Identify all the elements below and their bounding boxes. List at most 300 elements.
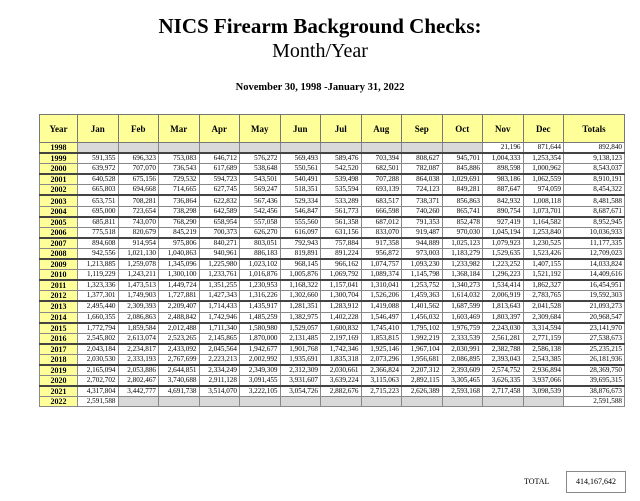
month-cell: 2,030,661 bbox=[321, 365, 362, 376]
month-cell: 1,302,660 bbox=[280, 291, 321, 302]
year-cell: 2017 bbox=[40, 344, 78, 355]
column-header: Totals bbox=[564, 115, 625, 143]
month-cell: 2,545,802 bbox=[78, 333, 119, 344]
month-cell: 724,123 bbox=[402, 185, 443, 196]
month-cell: 543,501 bbox=[240, 174, 281, 185]
year-cell: 1999 bbox=[40, 153, 78, 164]
month-cell: 927,419 bbox=[483, 217, 524, 228]
month-cell: 1,310,041 bbox=[361, 280, 402, 291]
month-cell: 539,498 bbox=[321, 174, 362, 185]
month-cell: 714,665 bbox=[159, 185, 200, 196]
month-cell: 1,089,374 bbox=[361, 270, 402, 281]
month-cell bbox=[159, 397, 200, 407]
column-header: Nov bbox=[483, 115, 524, 143]
month-cell: 740,260 bbox=[402, 206, 443, 217]
total-cell: 892,840 bbox=[564, 143, 625, 154]
background-checks-table bbox=[39, 114, 625, 407]
month-cell: 2,243,030 bbox=[483, 323, 524, 334]
total-cell: 26,181,936 bbox=[564, 354, 625, 365]
month-cell: 849,281 bbox=[442, 185, 483, 196]
table-row bbox=[40, 174, 625, 185]
month-cell: 1,016,876 bbox=[240, 270, 281, 281]
month-cell: 2,892,115 bbox=[402, 376, 443, 387]
month-cell: 891,224 bbox=[321, 248, 362, 259]
month-cell: 845,219 bbox=[159, 227, 200, 238]
month-cell: 842,932 bbox=[483, 195, 524, 206]
month-cell: 1,040,863 bbox=[159, 248, 200, 259]
table-row bbox=[40, 143, 625, 154]
total-value: 414,167,642 bbox=[566, 471, 626, 493]
month-cell: 4,691,738 bbox=[159, 386, 200, 397]
month-cell: 1,402,228 bbox=[321, 312, 362, 323]
month-cell: 2,586,138 bbox=[523, 344, 564, 355]
month-cell: 1,225,980 bbox=[199, 259, 240, 270]
month-cell: 820,679 bbox=[118, 227, 159, 238]
month-cell: 729,532 bbox=[159, 174, 200, 185]
month-cell bbox=[240, 143, 281, 154]
month-cell bbox=[199, 143, 240, 154]
total-cell: 8,687,671 bbox=[564, 206, 625, 217]
month-cell: 743,070 bbox=[118, 217, 159, 228]
table-row bbox=[40, 376, 625, 387]
table-row bbox=[40, 354, 625, 365]
month-cell: 2,223,213 bbox=[199, 354, 240, 365]
month-cell: 1,600,832 bbox=[321, 323, 362, 334]
month-cell: 1,157,041 bbox=[321, 280, 362, 291]
month-cell: 1,073,701 bbox=[523, 206, 564, 217]
month-cell: 617,689 bbox=[199, 164, 240, 175]
month-cell: 1,742,346 bbox=[321, 344, 362, 355]
month-cell: 696,323 bbox=[118, 153, 159, 164]
month-cell: 1,534,414 bbox=[483, 280, 524, 291]
month-cell: 1,529,057 bbox=[280, 323, 321, 334]
month-cell: 683,517 bbox=[361, 195, 402, 206]
month-cell: 2,574,752 bbox=[483, 365, 524, 376]
month-cell bbox=[361, 143, 402, 154]
month-cell: 833,070 bbox=[361, 227, 402, 238]
month-cell: 1,230,525 bbox=[523, 238, 564, 249]
month-cell: 845,886 bbox=[442, 164, 483, 175]
month-cell: 700,373 bbox=[199, 227, 240, 238]
month-cell: 3,514,070 bbox=[199, 386, 240, 397]
month-cell: 968,145 bbox=[280, 259, 321, 270]
month-cell: 942,556 bbox=[78, 248, 119, 259]
month-cell: 708,281 bbox=[118, 195, 159, 206]
month-cell: 2,012,488 bbox=[159, 323, 200, 334]
column-header: May bbox=[240, 115, 281, 143]
month-cell: 775,518 bbox=[78, 227, 119, 238]
month-cell bbox=[523, 397, 564, 407]
month-cell: 945,701 bbox=[442, 153, 483, 164]
month-cell: 975,806 bbox=[159, 238, 200, 249]
month-cell: 1,093,230 bbox=[402, 259, 443, 270]
month-cell: 2,613,074 bbox=[118, 333, 159, 344]
month-cell: 1,259,078 bbox=[118, 259, 159, 270]
month-cell: 675,156 bbox=[118, 174, 159, 185]
total-cell: 8,910,191 bbox=[564, 174, 625, 185]
month-cell bbox=[118, 143, 159, 154]
total-cell: 14,409,616 bbox=[564, 270, 625, 281]
year-cell: 2006 bbox=[40, 227, 78, 238]
month-cell: 1,069,792 bbox=[321, 270, 362, 281]
month-cell: 639,972 bbox=[78, 164, 119, 175]
table-row bbox=[40, 164, 625, 175]
month-cell: 2,145,865 bbox=[199, 333, 240, 344]
total-cell: 28,369,750 bbox=[564, 365, 625, 376]
month-cell: 538,648 bbox=[240, 164, 281, 175]
month-cell: 642,589 bbox=[199, 206, 240, 217]
month-cell: 2,207,312 bbox=[402, 365, 443, 376]
month-cell: 1,283,912 bbox=[321, 301, 362, 312]
table-row bbox=[40, 365, 625, 376]
month-cell: 2,086,863 bbox=[118, 312, 159, 323]
month-cell bbox=[240, 397, 281, 407]
month-cell: 687,012 bbox=[361, 217, 402, 228]
table-row bbox=[40, 333, 625, 344]
month-cell: 1,079,923 bbox=[483, 238, 524, 249]
month-cell: 1,870,000 bbox=[240, 333, 281, 344]
month-cell: 3,115,063 bbox=[361, 376, 402, 387]
month-cell: 646,712 bbox=[199, 153, 240, 164]
month-cell: 803,051 bbox=[240, 238, 281, 249]
total-cell: 8,481,588 bbox=[564, 195, 625, 206]
year-cell: 2020 bbox=[40, 376, 78, 387]
year-cell: 2003 bbox=[40, 195, 78, 206]
table-row bbox=[40, 195, 625, 206]
month-cell: 983,186 bbox=[483, 174, 524, 185]
month-cell: 1,711,340 bbox=[199, 323, 240, 334]
month-cell: 1,853,815 bbox=[361, 333, 402, 344]
month-cell: 3,931,607 bbox=[280, 376, 321, 387]
month-cell bbox=[321, 143, 362, 154]
month-cell: 1,449,724 bbox=[159, 280, 200, 291]
month-cell: 791,353 bbox=[402, 217, 443, 228]
month-cell: 707,070 bbox=[118, 164, 159, 175]
month-cell: 944,889 bbox=[402, 238, 443, 249]
month-cell: 1,456,032 bbox=[402, 312, 443, 323]
month-cell: 757,884 bbox=[321, 238, 362, 249]
month-cell: 1,168,322 bbox=[280, 280, 321, 291]
month-cell: 685,811 bbox=[78, 217, 119, 228]
month-cell: 2,333,539 bbox=[442, 333, 483, 344]
month-cell: 2,626,389 bbox=[402, 386, 443, 397]
month-cell: 2,767,699 bbox=[159, 354, 200, 365]
month-cell: 1,000,962 bbox=[523, 164, 564, 175]
year-cell: 2015 bbox=[40, 323, 78, 334]
month-cell: 555,560 bbox=[280, 217, 321, 228]
month-cell: 2,030,530 bbox=[78, 354, 119, 365]
month-cell: 707,288 bbox=[361, 174, 402, 185]
month-cell: 2,312,309 bbox=[280, 365, 321, 376]
month-cell: 3,442,777 bbox=[118, 386, 159, 397]
month-cell: 693,139 bbox=[361, 185, 402, 196]
month-cell: 2,349,309 bbox=[240, 365, 281, 376]
month-cell: 535,594 bbox=[321, 185, 362, 196]
month-cell: 2,591,588 bbox=[78, 397, 119, 407]
month-cell: 1,281,351 bbox=[280, 301, 321, 312]
month-cell: 1,296,223 bbox=[483, 270, 524, 281]
month-cell: 1,485,259 bbox=[240, 312, 281, 323]
month-cell: 1,727,881 bbox=[159, 291, 200, 302]
year-cell: 2019 bbox=[40, 365, 78, 376]
month-cell: 3,639,224 bbox=[321, 376, 362, 387]
month-cell: 2,045,564 bbox=[199, 344, 240, 355]
total-cell: 10,036,933 bbox=[564, 227, 625, 238]
total-cell: 16,454,951 bbox=[564, 280, 625, 291]
month-cell: 2,002,992 bbox=[240, 354, 281, 365]
month-cell: 819,891 bbox=[280, 248, 321, 259]
month-cell: 753,083 bbox=[159, 153, 200, 164]
column-header: Aug bbox=[361, 115, 402, 143]
month-cell: 1,813,643 bbox=[483, 301, 524, 312]
month-cell: 1,614,032 bbox=[442, 291, 483, 302]
month-cell: 856,863 bbox=[442, 195, 483, 206]
month-cell: 2,771,159 bbox=[523, 333, 564, 344]
month-cell bbox=[199, 397, 240, 407]
month-cell: 1,580,980 bbox=[240, 323, 281, 334]
month-cell: 529,334 bbox=[280, 195, 321, 206]
table-row bbox=[40, 386, 625, 397]
total-cell: 12,709,023 bbox=[564, 248, 625, 259]
month-cell: 1,045,194 bbox=[483, 227, 524, 238]
year-cell: 2009 bbox=[40, 259, 78, 270]
month-cell: 1,714,433 bbox=[199, 301, 240, 312]
month-cell bbox=[361, 397, 402, 407]
month-cell: 1,772,794 bbox=[78, 323, 119, 334]
table-row bbox=[40, 206, 625, 217]
month-cell: 1,862,327 bbox=[523, 280, 564, 291]
month-cell: 736,543 bbox=[159, 164, 200, 175]
table-row bbox=[40, 217, 625, 228]
month-cell: 723,654 bbox=[118, 206, 159, 217]
month-cell: 569,493 bbox=[280, 153, 321, 164]
month-cell: 1,742,946 bbox=[199, 312, 240, 323]
month-cell: 2,165,094 bbox=[78, 365, 119, 376]
month-cell: 738,298 bbox=[159, 206, 200, 217]
month-cell: 1,029,691 bbox=[442, 174, 483, 185]
month-cell: 616,097 bbox=[280, 227, 321, 238]
year-cell: 2004 bbox=[40, 206, 78, 217]
month-cell: 840,271 bbox=[199, 238, 240, 249]
month-cell bbox=[118, 397, 159, 407]
table-row bbox=[40, 301, 625, 312]
month-cell: 1,253,354 bbox=[523, 153, 564, 164]
month-cell: 1,382,975 bbox=[280, 312, 321, 323]
table-header-row bbox=[40, 115, 625, 143]
month-cell: 2,702,702 bbox=[78, 376, 119, 387]
month-cell: 703,394 bbox=[361, 153, 402, 164]
month-cell: 695,000 bbox=[78, 206, 119, 217]
month-cell: 2,936,894 bbox=[523, 365, 564, 376]
month-cell: 1,340,273 bbox=[442, 280, 483, 291]
month-cell: 550,561 bbox=[280, 164, 321, 175]
month-cell: 666,598 bbox=[361, 206, 402, 217]
month-cell: 3,937,066 bbox=[523, 376, 564, 387]
month-cell: 561,773 bbox=[321, 206, 362, 217]
month-cell: 1,377,301 bbox=[78, 291, 119, 302]
month-cell: 1,803,397 bbox=[483, 312, 524, 323]
column-header: Dec bbox=[523, 115, 564, 143]
month-cell: 1,345,096 bbox=[159, 259, 200, 270]
month-cell: 626,270 bbox=[240, 227, 281, 238]
month-cell: 518,351 bbox=[280, 185, 321, 196]
month-cell: 2,433,092 bbox=[159, 344, 200, 355]
table-row bbox=[40, 238, 625, 249]
month-cell: 1,529,635 bbox=[483, 248, 524, 259]
month-cell: 533,289 bbox=[321, 195, 362, 206]
month-cell: 2,209,407 bbox=[159, 301, 200, 312]
month-cell: 2,393,043 bbox=[483, 354, 524, 365]
total-cell: 25,235,215 bbox=[564, 344, 625, 355]
month-cell: 782,087 bbox=[402, 164, 443, 175]
month-cell bbox=[402, 397, 443, 407]
month-cell: 1,603,469 bbox=[442, 312, 483, 323]
year-cell: 2021 bbox=[40, 386, 78, 397]
month-cell bbox=[159, 143, 200, 154]
column-header: Jul bbox=[321, 115, 362, 143]
month-cell: 2,086,895 bbox=[442, 354, 483, 365]
month-cell bbox=[402, 143, 443, 154]
month-cell: 3,222,105 bbox=[240, 386, 281, 397]
month-cell: 2,882,676 bbox=[321, 386, 362, 397]
month-cell: 694,668 bbox=[118, 185, 159, 196]
month-cell: 2,783,765 bbox=[523, 291, 564, 302]
column-header: Year bbox=[40, 115, 78, 143]
year-cell: 2022 bbox=[40, 397, 78, 407]
year-cell: 2016 bbox=[40, 333, 78, 344]
month-cell: 1,935,691 bbox=[280, 354, 321, 365]
year-cell: 2013 bbox=[40, 301, 78, 312]
month-cell: 1,419,088 bbox=[361, 301, 402, 312]
month-cell: 1,005,876 bbox=[280, 270, 321, 281]
month-cell: 658,954 bbox=[199, 217, 240, 228]
month-cell: 2,561,281 bbox=[483, 333, 524, 344]
month-cell bbox=[321, 397, 362, 407]
month-cell: 2,309,393 bbox=[118, 301, 159, 312]
year-cell: 2018 bbox=[40, 354, 78, 365]
month-cell: 567,436 bbox=[240, 195, 281, 206]
month-cell: 973,003 bbox=[402, 248, 443, 259]
column-header: Jan bbox=[78, 115, 119, 143]
month-cell: 622,832 bbox=[199, 195, 240, 206]
year-cell: 2012 bbox=[40, 291, 78, 302]
month-cell: 1,546,497 bbox=[361, 312, 402, 323]
month-cell: 1,300,100 bbox=[159, 270, 200, 281]
month-cell: 589,476 bbox=[321, 153, 362, 164]
month-cell: 890,754 bbox=[483, 206, 524, 217]
month-cell: 2,717,458 bbox=[483, 386, 524, 397]
year-cell: 2005 bbox=[40, 217, 78, 228]
month-cell: 974,059 bbox=[523, 185, 564, 196]
month-cell: 2,911,128 bbox=[199, 376, 240, 387]
table-row bbox=[40, 227, 625, 238]
month-cell: 808,627 bbox=[402, 153, 443, 164]
month-cell: 1,316,226 bbox=[240, 291, 281, 302]
month-cell: 3,091,455 bbox=[240, 376, 281, 387]
month-cell: 1,253,840 bbox=[523, 227, 564, 238]
month-cell: 2,041,528 bbox=[523, 301, 564, 312]
table-row bbox=[40, 323, 625, 334]
column-header: Oct bbox=[442, 115, 483, 143]
month-cell: 1,942,677 bbox=[240, 344, 281, 355]
column-header: Feb bbox=[118, 115, 159, 143]
month-cell: 1,687,599 bbox=[442, 301, 483, 312]
month-cell: 1,074,757 bbox=[361, 259, 402, 270]
column-header: Apr bbox=[199, 115, 240, 143]
month-cell: 970,030 bbox=[442, 227, 483, 238]
month-cell: 2,366,824 bbox=[361, 365, 402, 376]
month-cell: 1,233,761 bbox=[199, 270, 240, 281]
month-cell bbox=[280, 397, 321, 407]
month-cell: 1,473,513 bbox=[118, 280, 159, 291]
year-cell: 2001 bbox=[40, 174, 78, 185]
month-cell: 1,323,336 bbox=[78, 280, 119, 291]
month-cell: 1,427,343 bbox=[199, 291, 240, 302]
month-cell: 1,368,184 bbox=[442, 270, 483, 281]
month-cell: 1,401,562 bbox=[402, 301, 443, 312]
table-row bbox=[40, 259, 625, 270]
total-cell: 20,968,547 bbox=[564, 312, 625, 323]
month-cell: 1,062,559 bbox=[523, 174, 564, 185]
month-cell: 2,309,684 bbox=[523, 312, 564, 323]
month-cell: 898,598 bbox=[483, 164, 524, 175]
month-cell: 3,314,594 bbox=[523, 323, 564, 334]
month-cell: 966,162 bbox=[321, 259, 362, 270]
month-cell: 1,749,903 bbox=[118, 291, 159, 302]
month-cell: 1,660,355 bbox=[78, 312, 119, 323]
month-cell: 1,901,768 bbox=[280, 344, 321, 355]
table-row bbox=[40, 248, 625, 259]
month-cell: 1,925,146 bbox=[361, 344, 402, 355]
column-header: Jun bbox=[280, 115, 321, 143]
month-cell: 886,183 bbox=[240, 248, 281, 259]
month-cell: 3,305,465 bbox=[442, 376, 483, 387]
month-cell: 1,145,798 bbox=[402, 270, 443, 281]
month-cell: 2,053,886 bbox=[118, 365, 159, 376]
page-title: NICS Firearm Background Checks: bbox=[158, 14, 482, 38]
total-cell: 39,695,315 bbox=[564, 376, 625, 387]
table-row bbox=[40, 312, 625, 323]
month-cell: 1,021,130 bbox=[118, 248, 159, 259]
month-cell: 2,715,223 bbox=[361, 386, 402, 397]
month-cell: 569,247 bbox=[240, 185, 281, 196]
month-cell: 940,961 bbox=[199, 248, 240, 259]
month-cell: 1,023,102 bbox=[240, 259, 281, 270]
table-row bbox=[40, 153, 625, 164]
month-cell: 956,872 bbox=[361, 248, 402, 259]
month-cell: 640,528 bbox=[78, 174, 119, 185]
month-cell: 865,741 bbox=[442, 206, 483, 217]
total-cell: 21,093,273 bbox=[564, 301, 625, 312]
month-cell: 557,058 bbox=[240, 217, 281, 228]
total-cell: 38,876,673 bbox=[564, 386, 625, 397]
month-cell: 2,382,788 bbox=[483, 344, 524, 355]
month-cell: 4,317,804 bbox=[78, 386, 119, 397]
month-cell: 591,355 bbox=[78, 153, 119, 164]
month-cell: 1,223,252 bbox=[483, 259, 524, 270]
table-row bbox=[40, 270, 625, 281]
month-cell: 919,487 bbox=[402, 227, 443, 238]
month-cell: 2,593,168 bbox=[442, 386, 483, 397]
month-cell: 627,745 bbox=[199, 185, 240, 196]
month-cell: 2,197,169 bbox=[321, 333, 362, 344]
month-cell: 2,393,609 bbox=[442, 365, 483, 376]
month-cell: 1,835,318 bbox=[321, 354, 362, 365]
total-cell: 8,543,037 bbox=[564, 164, 625, 175]
year-cell: 2007 bbox=[40, 238, 78, 249]
month-cell: 1,956,681 bbox=[402, 354, 443, 365]
month-cell: 576,272 bbox=[240, 153, 281, 164]
